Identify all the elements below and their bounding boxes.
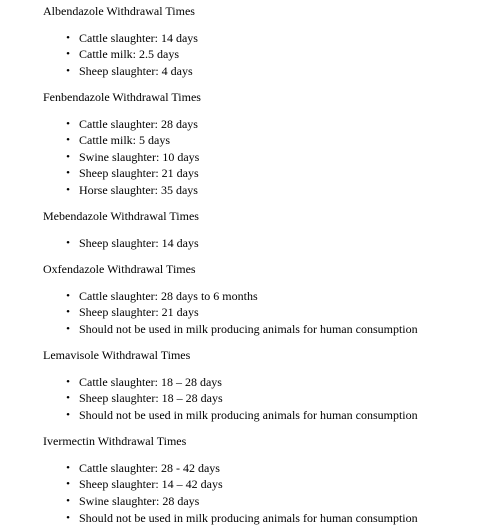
bullet-icon: • — [66, 184, 70, 196]
list-item — [66, 47, 179, 61]
list-item — [66, 133, 170, 147]
list-item — [66, 305, 199, 319]
list-item-text: Swine slaughter: 28 days — [79, 494, 200, 508]
bullet-icon: • — [66, 65, 70, 77]
list-item-text: Should not be used in milk producing animals for human consumption — [79, 511, 418, 525]
list-item-text: Should not be used in milk producing animals for human consumption — [79, 322, 418, 336]
list-item — [66, 31, 198, 45]
list-item-text: Cattle slaughter: 28 days — [79, 117, 198, 131]
bullet-icon: • — [66, 478, 70, 490]
list-item — [66, 375, 222, 389]
bullet-icon: • — [66, 134, 70, 146]
list-item — [66, 236, 199, 250]
bullet-icon: • — [66, 32, 70, 44]
list-item-text: Sheep slaughter: 21 days — [79, 305, 199, 319]
bullet-icon: • — [66, 462, 70, 474]
list-item-text: Horse slaughter: 35 days — [79, 183, 198, 197]
bullet-icon: • — [66, 323, 70, 335]
list-item-text: Should not be used in milk producing animals for human consumption — [79, 408, 418, 422]
list-item — [66, 166, 199, 180]
list-item — [66, 477, 223, 491]
list-item-text: Sheep slaughter: 14 days — [79, 236, 199, 250]
list-item — [66, 183, 198, 197]
list-item-text: Cattle slaughter: 14 days — [79, 31, 198, 45]
list-item-text: Cattle milk: 2.5 days — [79, 47, 179, 61]
list-item-text: Swine slaughter: 10 days — [79, 150, 200, 164]
list-item-text: Cattle slaughter: 28 days to 6 months — [79, 289, 258, 303]
section-heading: Ivermectin Withdrawal Times — [43, 434, 187, 448]
list-item — [66, 408, 418, 422]
bullet-icon: • — [66, 118, 70, 130]
list-item — [66, 64, 193, 78]
bullet-icon: • — [66, 376, 70, 388]
list-item — [66, 289, 258, 303]
list-item-text: Sheep slaughter: 4 days — [79, 64, 193, 78]
bullet-icon: • — [66, 409, 70, 421]
list-item-text: Cattle milk: 5 days — [79, 133, 170, 147]
section-heading: Albendazole Withdrawal Times — [43, 4, 195, 18]
list-item-text: Sheep slaughter: 14 – 42 days — [79, 477, 223, 491]
bullet-icon: • — [66, 306, 70, 318]
list-item — [66, 461, 220, 475]
list-item — [66, 391, 223, 405]
list-item-text: Sheep slaughter: 18 – 28 days — [79, 391, 223, 405]
section-heading: Fenbendazole Withdrawal Times — [43, 90, 201, 104]
bullet-icon: • — [66, 151, 70, 163]
bullet-icon: • — [66, 290, 70, 302]
bullet-icon: • — [66, 512, 70, 524]
section-heading: Mebendazole Withdrawal Times — [43, 209, 199, 223]
bullet-icon: • — [66, 392, 70, 404]
section-heading: Oxfendazole Withdrawal Times — [43, 262, 196, 276]
list-item-text: Cattle slaughter: 18 – 28 days — [79, 375, 222, 389]
list-item — [66, 150, 200, 164]
bullet-icon: • — [66, 237, 70, 249]
bullet-icon: • — [66, 48, 70, 60]
bullet-icon: • — [66, 495, 70, 507]
list-item — [66, 494, 200, 508]
list-item — [66, 117, 198, 131]
section-heading: Lemavisole Withdrawal Times — [43, 348, 191, 362]
list-item — [66, 511, 418, 525]
bullet-icon: • — [66, 167, 70, 179]
list-item-text: Cattle slaughter: 28 - 42 days — [79, 461, 220, 475]
list-item — [66, 322, 418, 336]
list-item-text: Sheep slaughter: 21 days — [79, 166, 199, 180]
